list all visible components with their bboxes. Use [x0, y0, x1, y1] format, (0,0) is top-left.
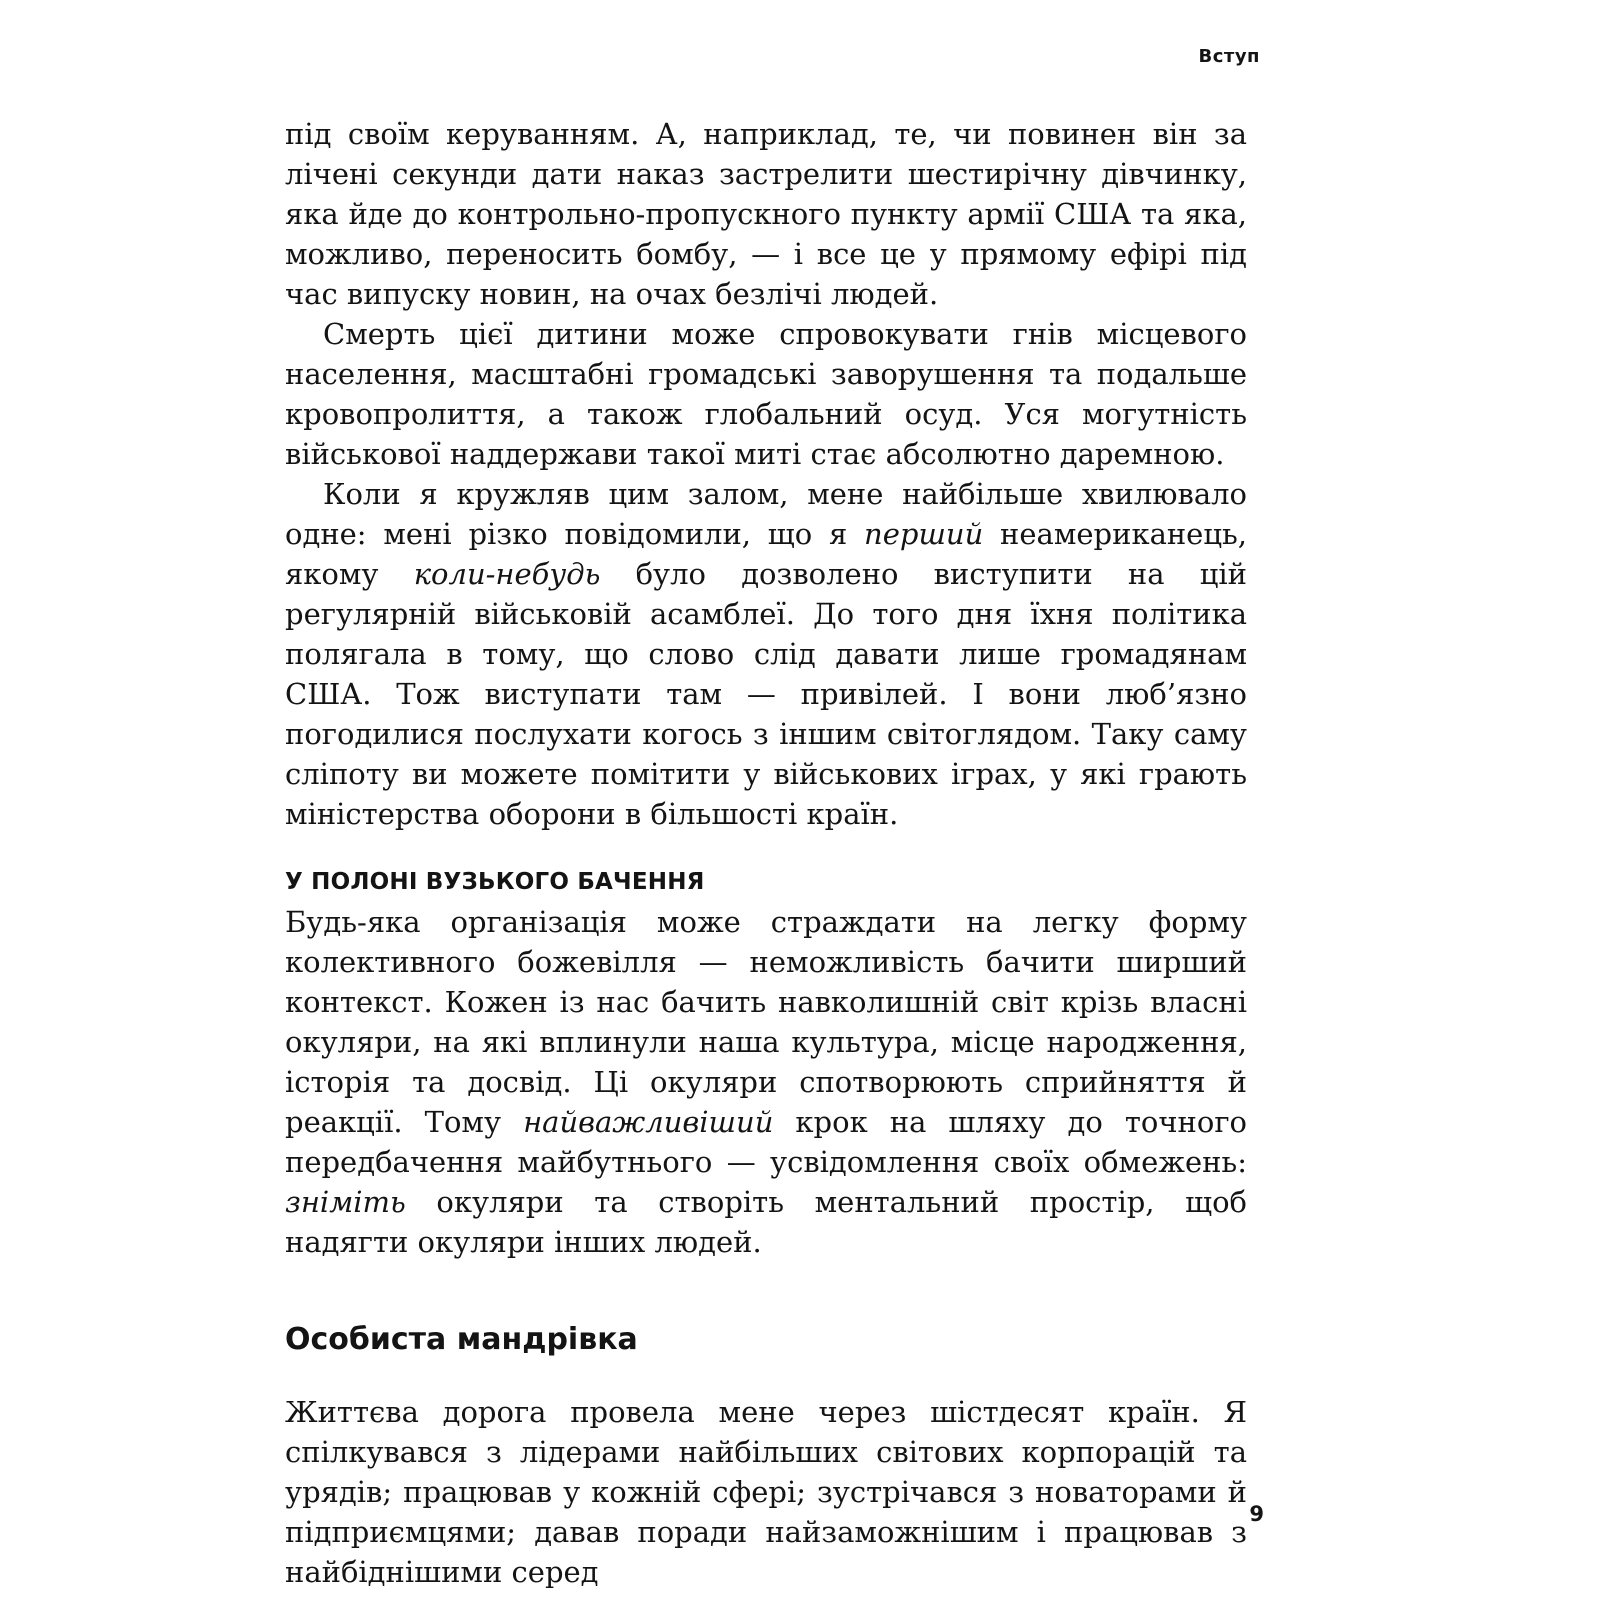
paragraph-text: окуляри та створіть ментальний простір, щоб надягти окуляри інших людей. [285, 1185, 1247, 1259]
paragraph-first-non-american [285, 474, 1247, 834]
page-number: 9 [1249, 1502, 1264, 1526]
subheading: У ПОЛОНІ ВУЗЬКОГО БАЧЕННЯ [285, 869, 705, 895]
paragraph-text: неамериканець, якому [285, 517, 1248, 591]
paragraph-narrow-vision [285, 902, 1247, 1262]
emphasis-text: коли-небудь [413, 557, 601, 591]
paragraph-child-death: Смерть цієї дитини може спровокувати гнів місцевого населення, масштабні громадські заворушення та подальше кровопролиття, а також глобальний осуд. Уся могутність військової наддержави такої миті стає абсолютно даремною. [285, 317, 1247, 471]
emphasis-text: перший [864, 517, 984, 551]
paragraph-continued: під своїм керуванням. А, наприклад, те, чи повинен він за лічені секунди дати наказ застрелити шестирічну дівчинку, яка йде до контрольно-пропускного пункту армії США та яка, можливо, переносить бомбу, — і все це у прямому ефірі під час випуску новин, на очах безлічі людей. [285, 117, 1247, 311]
paragraph-text: Будь-яка організація може страждати на легку форму колективного божевілля — неможливість бачити ширший контекст. Кожен із нас бачить навколишній світ крізь власні окуляри, на які вплинули наша культура, місце народження, історія та досвід. Ці окуляри спотворюють сприйняття й реакції. Тому [285, 905, 1247, 1139]
paragraph-personal-journey: Життєва дорога провела мене через шістдесят країн. Я спілкувався з лідерами найбільших світових корпорацій та урядів; працював у кожній сфері; зустрічався з новаторами й підприємцями; давав поради найзаможнішим і працював з найбіднішими серед [285, 1395, 1247, 1589]
paragraph-text: крок на шляху до точного передбачення майбутнього — усвідомлення своїх обмежень: [285, 1105, 1247, 1179]
running-head: Вступ [1198, 46, 1260, 67]
emphasis-text: зніміть [285, 1185, 406, 1219]
page-body [285, 114, 1247, 1592]
section-title: Особиста мандрівка [285, 1322, 638, 1357]
paragraph-text: було дозволено виступити на цій регулярній військовій асамблеї. До того дня їхня політика полягала в тому, що слово слід давати лише громадянам США. Тож виступати там — привілей. І вони люб’язно погодилися послухати когось з іншим світоглядом. Таку саму сліпоту ви можете помітити у військових іграх, у які грають міністерства оборони в більшості країн. [285, 557, 1247, 831]
paragraph-text: Коли я кружляв цим залом, мене найбільше хвилювало одне: мені різко повідомили, що я [285, 477, 1247, 551]
emphasis-text: найважливіший [523, 1105, 774, 1139]
